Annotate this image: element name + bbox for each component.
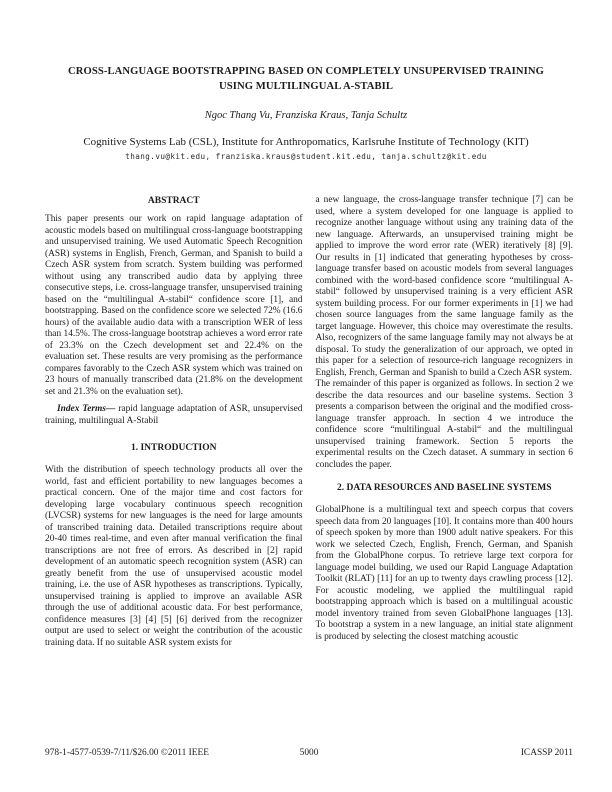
introduction-heading: 1. INTRODUCTION [130, 443, 217, 453]
affiliation-line: Cognitive Systems Lab (CSL), Institute for Anthropomatics, Karlsruhe Institute of Technology (KIT) [83, 136, 529, 148]
index-terms-label: Index Terms— [57, 404, 116, 414]
index-terms-text: rapid language adaptation of ASR, unsupervised training, multilingual A-Stabil [45, 404, 303, 426]
footer-conference: ICASSP 2011 [520, 748, 573, 758]
page-footer [45, 748, 573, 762]
abstract-body: This paper presents our work on rapid language adaptation of acoustic models based on multilingual cross-language bootstrapping and unsupervised training. We used Automatic Speech Recognition (ASR) systems in English, French, German, and Spanish to build a Czech ASR system from scratch. System building was performed without using any transcribed audio data by applying three consecutive steps, i.e. cross-language transfer, unsupervised training based on the “multilingual A-stabil“ confidence score [1], and bootstrapping. Based on the confidence score we selected 72% (16.6 hours) of the available audio data with a transcription WER of less than 14.5%. The cross-language bootstrap achieves a word error rate of 23.3% on the Czech development set and 22.4% on the evaluation set. These results are very promising as the performance compares favorably to the Czech ASR system which was trained on 23 hours of manually transcribed data (21.8% on the development set and 21.3% on the evaluation set). [45, 214, 303, 397]
section2-body: GlobalPhone is a multilingual text and speech corpus that covers speech data from 20 languages [10]. It contains more than 400 hours of speech spoken by more than 1900 adult native speakers. For this work we selected Czech, English, French, German, and Spanish from the GlobalPhone corpus. To retrieve large text corpora for language model building, we used our Rapid Language Adaptation Toolkit (RLAT) [11] for an up to twenty days crawling process [12]. For acoustic modeling, we applied the multilingual rapid bootstrapping approach which is based on a multilingual acoustic model inventory trained from seven GlobalPhone languages [13]. To bootstrap a system in a new language, an initial state alignment is produced by selecting the closest matching acoustic [315, 505, 573, 642]
introduction-body-right: a new language, the cross-language transfer technique [7] can be used, where a system developed for one language is applied to recognize another language without using any training data of the new language. Afterwards, an unsupervised training might be applied to improve the word error rate (WER) iteratively [8] [9]. Our results in [1] indicated that generating hypotheses by cross-language transfer based on acoustic models from several languages combined with the word-based confidence score “multilingual A-stabil“ followed by unsupervised training is a very efficient ASR system building process. For our former experiments in [1] we had chosen source languages from the same language family as the target language. However, this choice may overestimate the results. Also, recognizers of the same language family may not always be at disposal. To study the generalization of our approach, we opted in this paper for a selection of resource-rich language recognizers in English, French, German and Spanish to build a Czech ASR system. [315, 195, 573, 378]
page-title: CROSS-LANGUAGE BOOTSTRAPPING BASED ON COMPLETELY UNSUPERVISED TRAINING USING MULTILINGUAL A-STABIL [68, 66, 544, 92]
section2-heading: 2. DATA RESOURCES AND BASELINE SYSTEMS [336, 483, 552, 493]
abstract-heading: ABSTRACT [147, 196, 200, 206]
authors-line: Ngoc Thang Vu, Franziska Kraus, Tanja Schultz [204, 110, 408, 121]
footer-page-number: 5000 [299, 748, 319, 758]
paper-body [45, 195, 573, 649]
right-column [316, 195, 574, 649]
paper-outline: The remainder of this paper is organized as follows. In section 2 we describe the data resources and our baseline systems. Section 3 presents a comparison between the original and the modified cross-language transfer approach. In section 4 we introduce the confidence score “multilingual A-stabil“ and the multilingual unsupervised training framework. Section 5 reports the experimental results on the Czech dataset. A summary in section 6 concludes the paper. [315, 379, 573, 470]
left-column [45, 195, 303, 649]
index-terms [45, 404, 303, 427]
introduction-body-left: With the distribution of speech technology products all over the world, fast and efficient portability to new languages becomes a practical concern. One of the major time and cost factors for developing large vocabulary continuous speech recognition (LVCSR) systems for new languages is the need for large amounts of transcribed training data. Detailed transcriptions require about 20-40 times real-time, and even after manual verification the final transcriptions are not free of errors. As described in [2] rapid development of an automatic speech recognition system (ASR) can greatly benefit from the use of unsupervised acoustic model training, i.e. the use of ASR hypotheses as transcriptions. Typically, unsupervised training is applied to improve an available ASR through the use of additional acoustic data. For best performance, confidence measures [3] [4] [5] [6] derived from the recognizer output are used to select or weight the contribution of the acoustic training data. If no suitable ASR system exists for [45, 465, 303, 648]
emails-line: thang.vu@kit.edu, franziska.kraus@student.kit.edu, tanja.schultz@kit.edu [125, 152, 487, 161]
footer-copyright: 978-1-4577-0539-7/11/$26.00 ©2011 IEEE [45, 748, 209, 758]
